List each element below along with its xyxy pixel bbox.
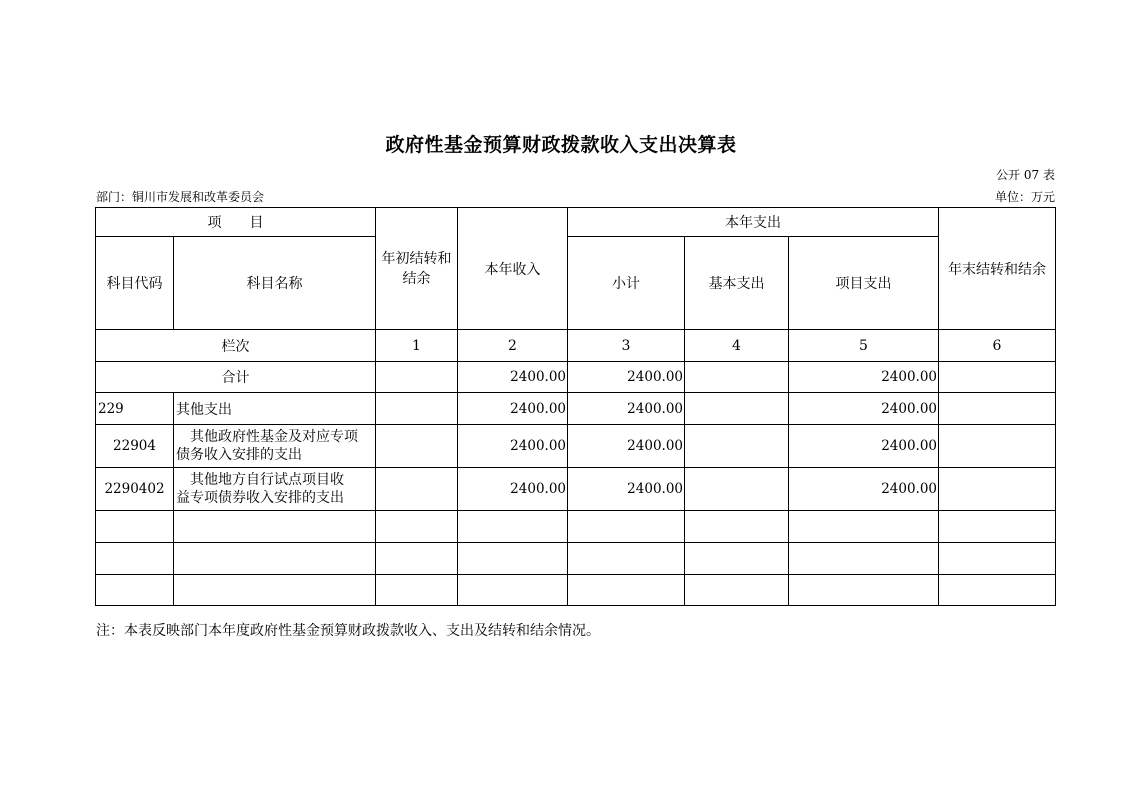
row-subtotal: 2400.00 — [568, 393, 685, 425]
column-number-2: 2 — [458, 330, 568, 362]
page-title: 政府性基金预算财政拨款收入支出决算表 — [385, 134, 737, 156]
table-row — [96, 468, 1056, 511]
row-closing — [939, 393, 1056, 425]
empty-row — [96, 543, 1056, 575]
row-name-line-1: 其他地方自行试点项目收 — [190, 472, 344, 488]
total-basic — [685, 362, 789, 393]
header-subtotal: 小计 — [568, 237, 685, 330]
column-number-5: 5 — [789, 330, 939, 362]
header-item: 项 目 — [96, 208, 376, 237]
header-closing: 年末结转和结余 — [939, 208, 1056, 330]
total-row — [96, 362, 1056, 393]
row-name — [174, 425, 376, 468]
total-income: 2400.00 — [458, 362, 568, 393]
row-opening — [376, 425, 458, 468]
table-row — [96, 425, 1056, 468]
total-opening — [376, 362, 458, 393]
header-code: 科目代码 — [96, 237, 174, 330]
row-income: 2400.00 — [458, 425, 568, 468]
row-income: 2400.00 — [458, 468, 568, 511]
budget-table — [95, 207, 1056, 606]
column-number-4: 4 — [685, 330, 789, 362]
footnote: 注：本表反映部门本年度政府性基金预算财政拨款收入、支出及结转和结余情况。 — [96, 623, 600, 639]
header-income: 本年收入 — [458, 208, 568, 330]
header-row-2 — [96, 237, 1056, 330]
empty-row — [96, 511, 1056, 543]
header-expense: 本年支出 — [568, 208, 939, 237]
header-project: 项目支出 — [789, 237, 939, 330]
row-name-line-2: 益专项债券收入安排的支出 — [176, 490, 344, 506]
column-number-label: 栏次 — [96, 330, 376, 362]
total-label: 合计 — [96, 362, 376, 393]
column-number-1: 1 — [376, 330, 458, 362]
column-number-row — [96, 330, 1056, 362]
header-name: 科目名称 — [174, 237, 376, 330]
row-project: 2400.00 — [789, 393, 939, 425]
column-number-6: 6 — [939, 330, 1056, 362]
row-name — [174, 468, 376, 511]
row-closing — [939, 425, 1056, 468]
header-basic: 基本支出 — [685, 237, 789, 330]
row-basic — [685, 425, 789, 468]
row-basic — [685, 468, 789, 511]
row-code: 229 — [96, 393, 174, 425]
row-opening — [376, 468, 458, 511]
empty-row — [96, 575, 1056, 606]
row-closing — [939, 468, 1056, 511]
table-number: 公开 07 表 — [996, 168, 1055, 182]
row-subtotal: 2400.00 — [568, 425, 685, 468]
column-number-3: 3 — [568, 330, 685, 362]
row-opening — [376, 393, 458, 425]
row-name-line-1: 其他政府性基金及对应专项 — [190, 429, 358, 445]
table-row — [96, 393, 1056, 425]
total-project: 2400.00 — [789, 362, 939, 393]
row-project: 2400.00 — [789, 468, 939, 511]
row-code: 2290402 — [96, 468, 174, 511]
row-name-line-2: 债务收入安排的支出 — [176, 447, 302, 463]
row-subtotal: 2400.00 — [568, 468, 685, 511]
total-subtotal: 2400.00 — [568, 362, 685, 393]
row-project: 2400.00 — [789, 425, 939, 468]
unit-label: 单位：万元 — [994, 190, 1055, 204]
row-code: 22904 — [96, 425, 174, 468]
department-label: 部门：铜川市发展和改革委员会 — [96, 190, 265, 204]
row-income: 2400.00 — [458, 393, 568, 425]
row-basic — [685, 393, 789, 425]
header-row-1 — [96, 208, 1056, 237]
header-opening: 年初结转和结余 — [376, 208, 458, 330]
total-closing — [939, 362, 1056, 393]
row-name: 其他支出 — [174, 393, 376, 425]
